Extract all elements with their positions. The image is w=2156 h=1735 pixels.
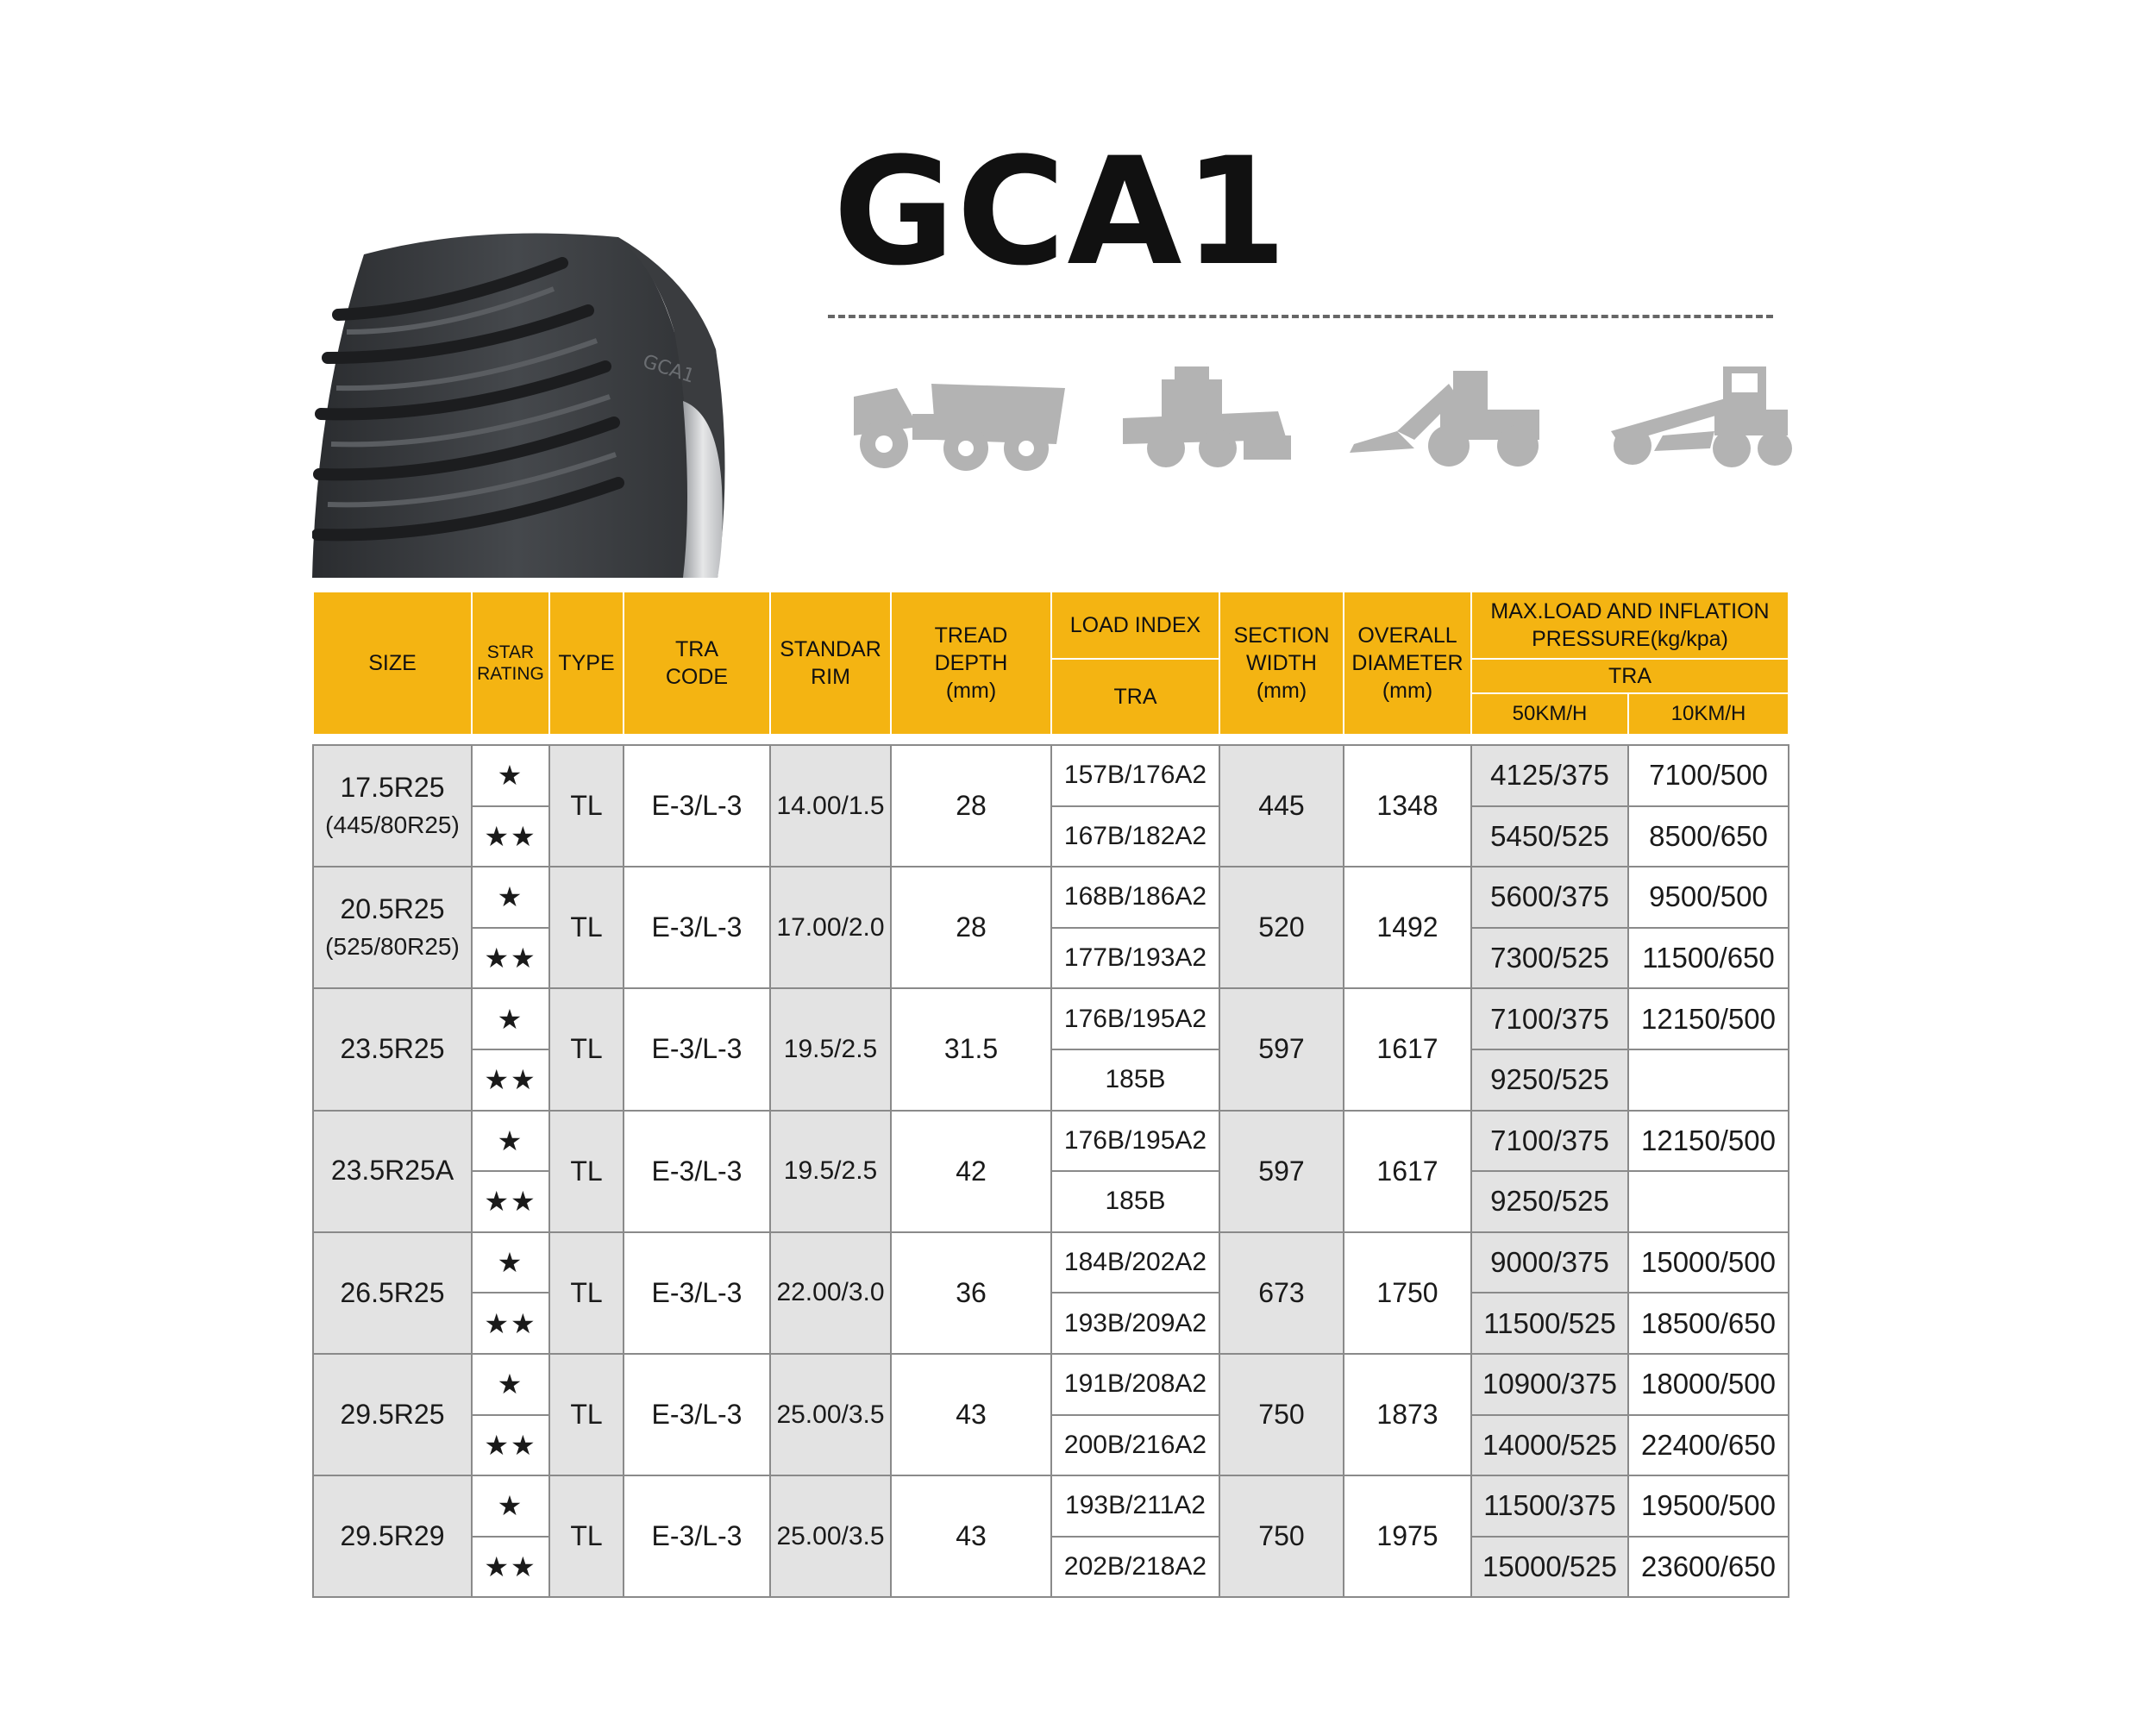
pressure-10-cell: 23600/650 — [1628, 1537, 1789, 1598]
star-rating-cell: ★ — [472, 1354, 549, 1415]
pressure-50-cell: 5450/525 — [1471, 806, 1628, 868]
table-row — [313, 745, 1789, 806]
table-row — [313, 806, 1789, 868]
load-index-cell: 167B/182A2 — [1051, 806, 1219, 868]
tread-depth-cell: 28 — [891, 867, 1051, 988]
pressure-50-cell: 11500/375 — [1471, 1475, 1628, 1537]
section-width-cell: 445 — [1219, 745, 1344, 867]
table-row — [313, 1475, 1789, 1537]
pressure-10-cell: 18000/500 — [1628, 1354, 1789, 1415]
tread-depth-cell: 28 — [891, 745, 1051, 867]
rim-cell: 19.5/2.5 — [770, 1111, 891, 1232]
table-row — [313, 928, 1789, 989]
header-star-rating: STAR RATING — [472, 592, 549, 735]
pressure-50-cell: 7100/375 — [1471, 988, 1628, 1049]
table-row — [313, 867, 1789, 928]
tra-code-cell: E-3/L-3 — [624, 1354, 770, 1475]
articulated-dump-truck-icon — [837, 349, 1078, 479]
compactor-icon — [1114, 349, 1304, 479]
rim-cell: 17.00/2.0 — [770, 867, 891, 988]
header-max-load: MAX.LOAD AND INFLATION PRESSURE(kg/kpa) — [1471, 592, 1789, 659]
load-index-cell: 157B/176A2 — [1051, 745, 1219, 806]
load-index-cell: 191B/208A2 — [1051, 1354, 1219, 1415]
tra-code-cell: E-3/L-3 — [624, 988, 770, 1110]
tread-depth-cell: 43 — [891, 1354, 1051, 1475]
header-speed-50: 50KM/H — [1471, 693, 1628, 735]
spec-table — [312, 591, 1789, 1598]
pressure-50-cell: 9000/375 — [1471, 1232, 1628, 1293]
type-cell: TL — [549, 1232, 624, 1354]
size-cell: 23.5R25A — [313, 1111, 472, 1232]
load-index-cell: 184B/202A2 — [1051, 1232, 1219, 1293]
section-width-cell: 597 — [1219, 1111, 1344, 1232]
star-rating-cell: ★ — [472, 1111, 549, 1172]
tra-code-cell: E-3/L-3 — [624, 1475, 770, 1597]
table-row — [313, 988, 1789, 1049]
star-rating-cell: ★ — [472, 1232, 549, 1293]
load-index-cell: 193B/209A2 — [1051, 1293, 1219, 1354]
pressure-10-cell: 15000/500 — [1628, 1232, 1789, 1293]
table-row — [313, 1232, 1789, 1293]
tra-code-cell: E-3/L-3 — [624, 867, 770, 988]
table-row — [313, 1354, 1789, 1415]
pressure-50-cell: 14000/525 — [1471, 1415, 1628, 1476]
table-row — [313, 1415, 1789, 1476]
star-rating-cell: ★★ — [472, 1293, 549, 1354]
load-index-cell: 185B — [1051, 1171, 1219, 1232]
size-cell: 29.5R29 — [313, 1475, 472, 1597]
star-rating-cell: ★ — [472, 867, 549, 928]
rim-cell: 19.5/2.5 — [770, 988, 891, 1110]
header-size: SIZE — [313, 592, 472, 735]
tire-image — [312, 229, 761, 578]
pressure-50-cell: 9250/525 — [1471, 1171, 1628, 1232]
header-section-width: SECTION WIDTH (mm) — [1219, 592, 1344, 735]
load-index-cell: 168B/186A2 — [1051, 867, 1219, 928]
star-rating-cell: ★★ — [472, 1415, 549, 1476]
size-cell: 29.5R25 — [313, 1354, 472, 1475]
load-index-cell: 185B — [1051, 1049, 1219, 1111]
star-rating-cell: ★★ — [472, 806, 549, 868]
pressure-10-cell: 18500/650 — [1628, 1293, 1789, 1354]
type-cell: TL — [549, 988, 624, 1110]
pressure-50-cell: 11500/525 — [1471, 1293, 1628, 1354]
wheel-loader-icon — [1345, 349, 1552, 479]
pressure-50-cell: 10900/375 — [1471, 1354, 1628, 1415]
load-index-cell: 193B/211A2 — [1051, 1475, 1219, 1537]
overall-diameter-cell: 1348 — [1344, 745, 1471, 867]
header-load-index-tra: TRA — [1051, 659, 1219, 735]
pressure-10-cell: 11500/650 — [1628, 928, 1789, 989]
pressure-50-cell: 15000/525 — [1471, 1537, 1628, 1598]
table-row — [313, 1293, 1789, 1354]
load-index-cell: 200B/216A2 — [1051, 1415, 1219, 1476]
pressure-10-cell: 12150/500 — [1628, 1111, 1789, 1172]
header-load-index: LOAD INDEX — [1051, 592, 1219, 659]
header-standard-rim: STANDAR RIM — [770, 592, 891, 735]
pressure-10-cell: 8500/650 — [1628, 806, 1789, 868]
overall-diameter-cell: 1750 — [1344, 1232, 1471, 1354]
star-rating-cell: ★★ — [472, 1537, 549, 1598]
overall-diameter-cell: 1492 — [1344, 867, 1471, 988]
rim-cell: 22.00/3.0 — [770, 1232, 891, 1354]
load-index-cell: 202B/218A2 — [1051, 1537, 1219, 1598]
pressure-10-cell: 19500/500 — [1628, 1475, 1789, 1537]
type-cell: TL — [549, 1111, 624, 1232]
overall-diameter-cell: 1975 — [1344, 1475, 1471, 1597]
table-row — [313, 1049, 1789, 1111]
pressure-10-cell: 12150/500 — [1628, 988, 1789, 1049]
pressure-10-cell: 7100/500 — [1628, 745, 1789, 806]
size-cell: 26.5R25 — [313, 1232, 472, 1354]
pressure-10-cell — [1628, 1171, 1789, 1232]
header-tread-depth: TREAD DEPTH (mm) — [891, 592, 1051, 735]
load-index-cell: 176B/195A2 — [1051, 1111, 1219, 1172]
table-row — [313, 1171, 1789, 1232]
load-index-cell: 176B/195A2 — [1051, 988, 1219, 1049]
type-cell: TL — [549, 867, 624, 988]
type-cell: TL — [549, 1354, 624, 1475]
rim-cell: 14.00/1.5 — [770, 745, 891, 867]
star-rating-cell: ★★ — [472, 1049, 549, 1111]
size-cell: 17.5R25 (445/80R25) — [313, 745, 472, 867]
section-width-cell: 673 — [1219, 1232, 1344, 1354]
star-rating-cell: ★ — [472, 745, 549, 806]
header-type: TYPE — [549, 592, 624, 735]
tread-depth-cell: 42 — [891, 1111, 1051, 1232]
section-width-cell: 520 — [1219, 867, 1344, 988]
load-index-cell: 177B/193A2 — [1051, 928, 1219, 989]
tra-code-cell: E-3/L-3 — [624, 1111, 770, 1232]
star-rating-cell: ★ — [472, 988, 549, 1049]
star-rating-cell: ★★ — [472, 1171, 549, 1232]
tread-depth-cell: 31.5 — [891, 988, 1051, 1110]
type-cell: TL — [549, 745, 624, 867]
tra-code-cell: E-3/L-3 — [624, 745, 770, 867]
pressure-10-cell — [1628, 1049, 1789, 1111]
tra-code-cell: E-3/L-3 — [624, 1232, 770, 1354]
divider — [828, 315, 1773, 318]
table-row — [313, 1537, 1789, 1598]
tire-sidewall-text: GCA1 — [640, 350, 698, 388]
overall-diameter-cell: 1617 — [1344, 1111, 1471, 1232]
page-title: GCA1 — [833, 125, 1289, 298]
pressure-50-cell: 4125/375 — [1471, 745, 1628, 806]
header-speed-10: 10KM/H — [1628, 693, 1789, 735]
pressure-50-cell: 7300/525 — [1471, 928, 1628, 989]
pressure-50-cell: 9250/525 — [1471, 1049, 1628, 1111]
pressure-10-cell: 22400/650 — [1628, 1415, 1789, 1476]
star-rating-cell: ★ — [472, 1475, 549, 1537]
pressure-50-cell: 5600/375 — [1471, 867, 1628, 928]
rim-cell: 25.00/3.5 — [770, 1475, 891, 1597]
type-cell: TL — [549, 1475, 624, 1597]
star-rating-cell: ★★ — [472, 928, 549, 989]
header-tra-code: TRA CODE — [624, 592, 770, 735]
table-row — [313, 1111, 1789, 1172]
size-cell: 20.5R25 (525/80R25) — [313, 867, 472, 988]
tread-depth-cell: 36 — [891, 1232, 1051, 1354]
section-width-cell: 750 — [1219, 1354, 1344, 1475]
section-width-cell: 750 — [1219, 1475, 1344, 1597]
header-max-load-tra: TRA — [1471, 659, 1789, 693]
header-overall-diameter: OVERALL DIAMETER (mm) — [1344, 592, 1471, 735]
tread-depth-cell: 43 — [891, 1475, 1051, 1597]
overall-diameter-cell: 1873 — [1344, 1354, 1471, 1475]
size-cell: 23.5R25 — [313, 988, 472, 1110]
motor-grader-icon — [1602, 349, 1796, 479]
overall-diameter-cell: 1617 — [1344, 988, 1471, 1110]
pressure-50-cell: 7100/375 — [1471, 1111, 1628, 1172]
section-width-cell: 597 — [1219, 988, 1344, 1110]
rim-cell: 25.00/3.5 — [770, 1354, 891, 1475]
pressure-10-cell: 9500/500 — [1628, 867, 1789, 928]
